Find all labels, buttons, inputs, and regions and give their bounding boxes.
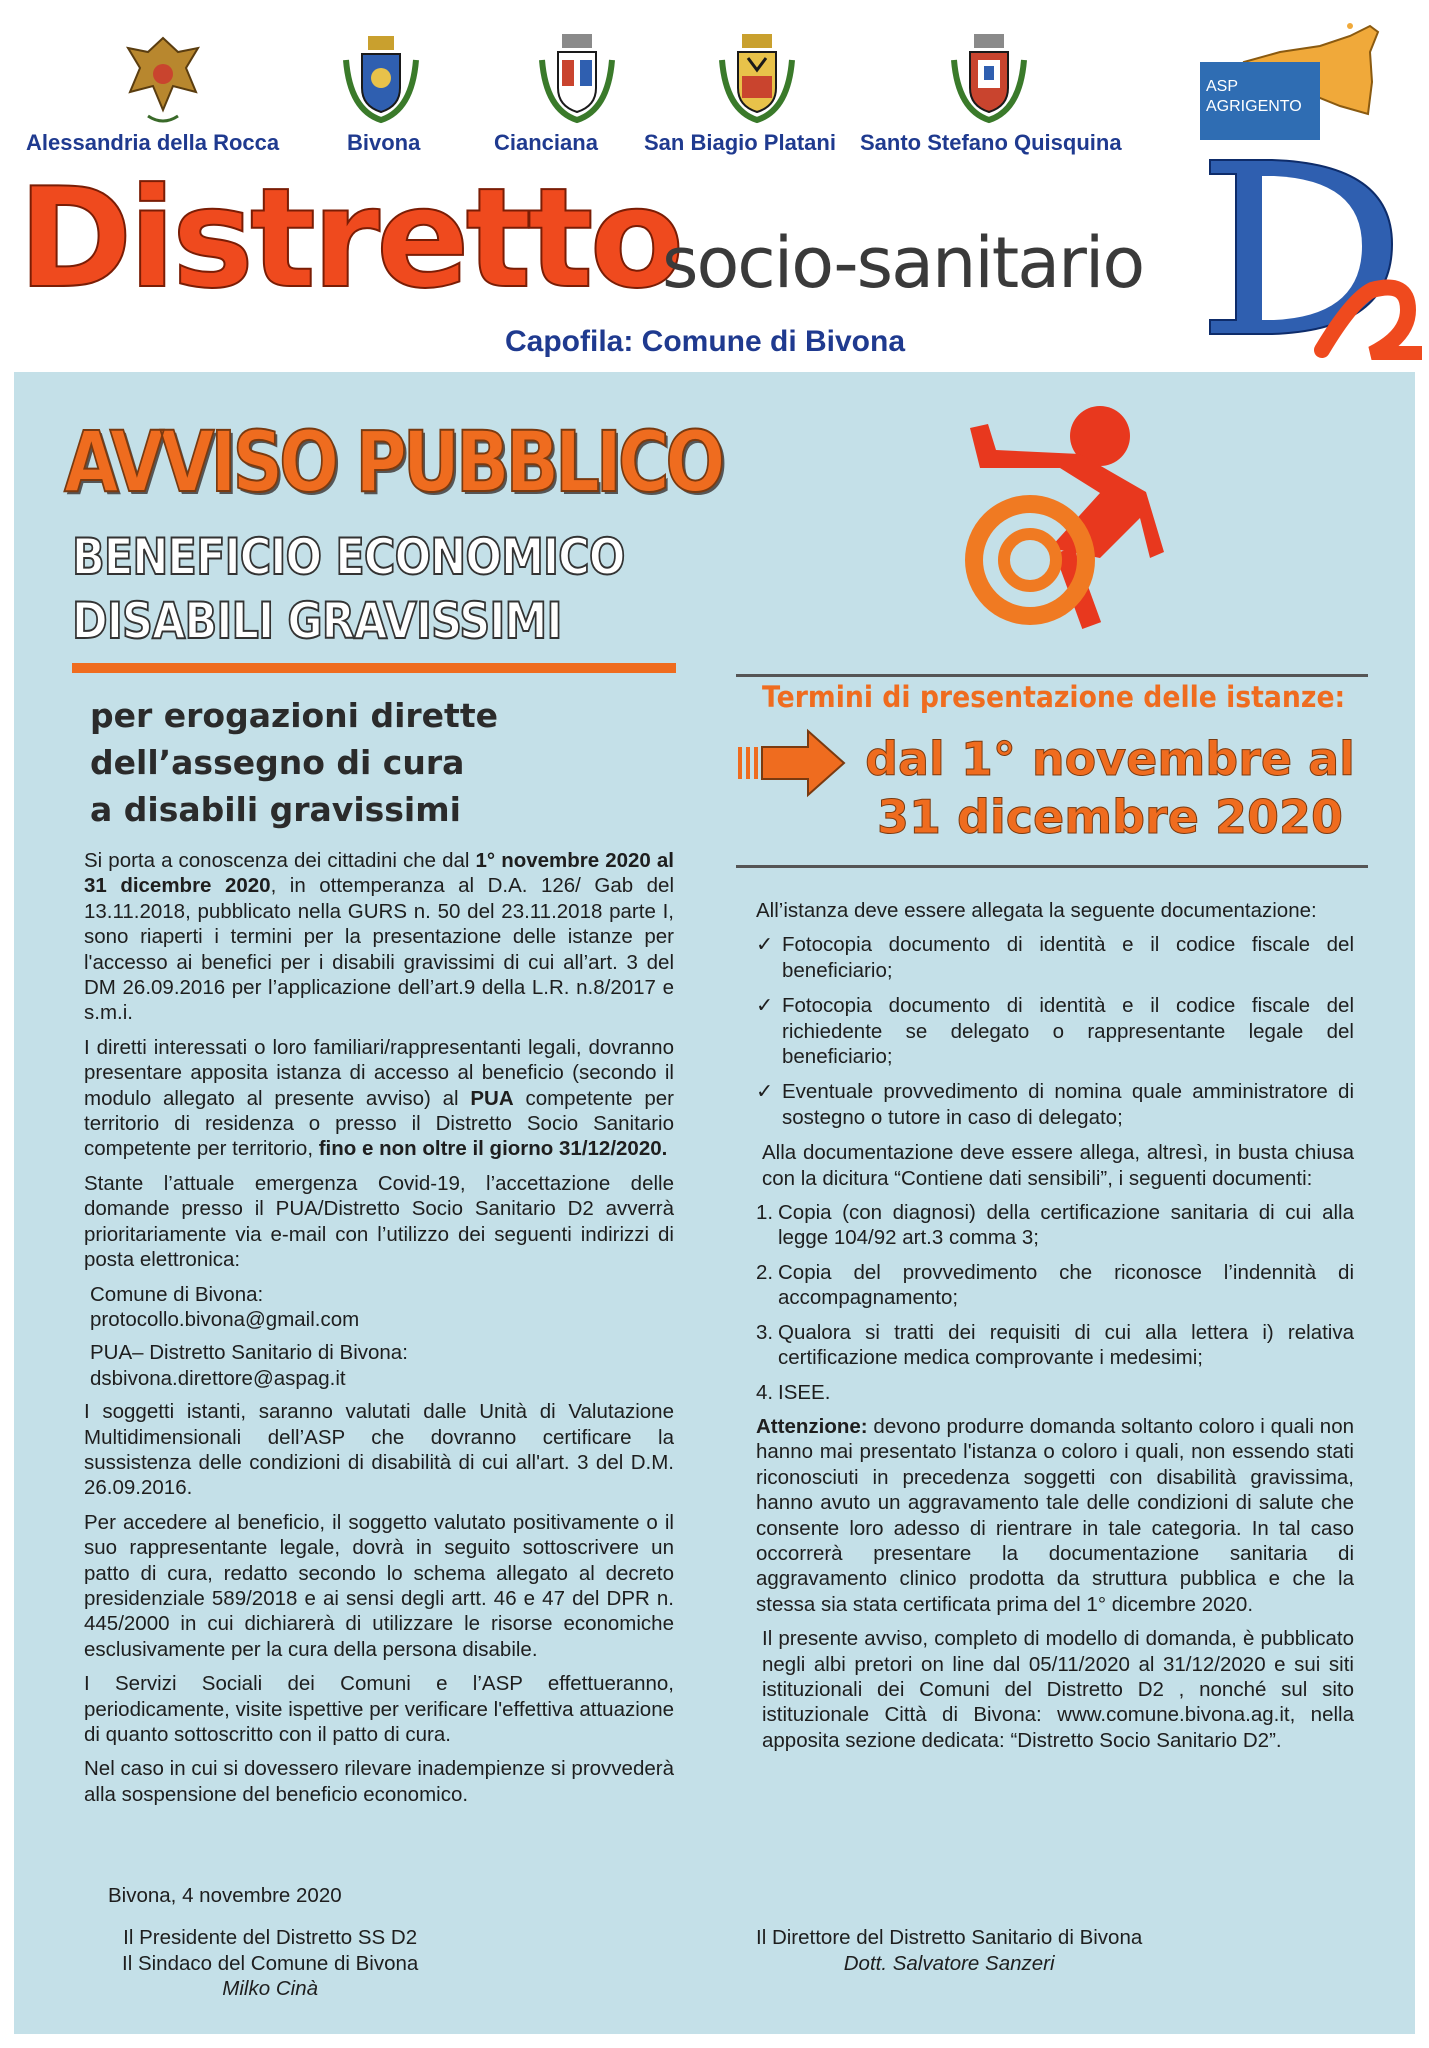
paragraph-inspections: I Servizi Sociali dei Comuni e l’ASP effettueranno, periodicamente, visite ispettive per verificare l'effettiva attuazione di quanto sottoscritto con il patto di cura. <box>84 1672 674 1746</box>
d2-logo-icon <box>1202 140 1422 360</box>
deadline-dates <box>840 730 1380 846</box>
bivona-coat-of-arms-icon <box>336 30 426 126</box>
asp-agrigento-logo <box>1200 22 1382 122</box>
notice-subtitle-2: DISABILI GRAVISSIMI <box>72 592 562 650</box>
checkmark-icon: ✓ <box>756 1080 774 1104</box>
alessandria-coat-of-arms-icon <box>118 30 208 126</box>
paragraph-evaluation: I soggetti istanti, saranno valutati dalle Unità di Valutazione Multidimensionali dell’ASP che dovranno certificare la sussistenza delle condizioni di disabilità di cui all'art. 3 del D.M. 26.09.2016. <box>84 1400 674 1500</box>
deadline-line-2: 31 dicembre 2020 <box>877 790 1343 844</box>
title-distretto: Distretto <box>18 158 681 319</box>
municipality-alessandria: Alessandria della Rocca <box>26 130 280 155</box>
purpose-heading <box>90 692 498 833</box>
paragraph-documentation-intro: All’istanza deve essere allegata la seguente documentazione: <box>756 899 1317 922</box>
purpose-line-3: a disabili gravissimi <box>90 790 461 829</box>
signature-date: Bivona, 4 novembre 2020 <box>108 1884 342 1907</box>
title-socio-sanitario: socio-sanitario <box>662 222 1144 304</box>
paragraph-covid: Stante l’attuale emergenza Covid-19, l’accettazione delle domande presso il PUA/Distretto Socio Sanitario D2 avverrà prioritariamente via e-mail con l’utilizzo dei seguenti indirizzi di posta elettronica: <box>84 1171 674 1272</box>
header <box>0 0 1429 370</box>
purpose-line-1: per erogazioni dirette <box>90 696 498 735</box>
paragraph-intro: Si porta a conoscenza dei cittadini che dal 1° novembre 2020 al 31 dicembre 2020, in ottemperanza al D.A. 126/ Gab del 13.11.2018, pubblicato nella GURS n. 50 del 23.11.2018 parte I, sono riaperti i termini per la presentazione delle istanze per l'accesso ai benefici per i disabili gravissimi di cui all’art. 3 del DM 26.09.2016 per l’applicazione dell’art.9 della L.R. n.8/2017 e s.m.i. <box>84 849 675 1025</box>
paragraph-attention: Attenzione: devono produrre domanda soltanto coloro i quali non hanno mai presentato l'istanza o coloro i quali, non essendo stati riconosciuti in precedenza soggetti con disabilità gravissima, hanno avuto un aggravamento tale delle condizioni di salute che consente loro adesso di rientrare in tale categoria. In tal caso occorrerà presentare la documentazione sanitaria di aggravamento clinico prodotta da struttura pubblica e che la stessa sia stata certificata prima del 1° dicembre 2020. <box>756 1414 1354 1616</box>
capofila-label: Capofila: Comune di Bivona <box>505 325 906 358</box>
paragraph-suspension: Nel caso in cui si dovessero rilevare inadempienze si provvederà alla sospensione del beneficio economico. <box>84 1757 674 1806</box>
signature-president-name: Milko Cinà <box>222 1977 318 2000</box>
signature-mayor-role: Il Sindaco del Comune di Bivona <box>122 1951 419 1975</box>
asp-label: ASP <box>1206 78 1239 95</box>
signature-director-role: Il Direttore del Distretto Sanitario di Bivona <box>756 1926 1143 1949</box>
list-item: ✓ Fotocopia documento di identità e il codice fiscale del richiedente se delegato o rappresentante legale del beneficiario; <box>756 994 1354 1069</box>
deadline-rule-bottom <box>736 865 1368 868</box>
cianciana-coat-of-arms-icon <box>532 30 622 126</box>
list-item: ✓ Fotocopia documento di identità e il codice fiscale del beneficiario; <box>756 933 1354 982</box>
san-biagio-platani-coat-of-arms-icon <box>712 30 802 126</box>
municipality-cianciana: Cianciana <box>494 130 598 155</box>
arrow-right-icon <box>738 727 846 799</box>
municipality-san-biagio: San Biagio Platani <box>644 130 836 155</box>
municipality-bivona: Bivona <box>347 130 421 155</box>
signature-president <box>122 1925 418 2002</box>
signature-director-name: Dott. Salvatore Sanzeri <box>843 1951 1055 1975</box>
list-item: 4. ISEE. <box>756 1380 831 1404</box>
contact-comune-email[interactable]: protocollo.bivona@gmail.com <box>90 1307 360 1331</box>
signature-director <box>756 1925 1142 1976</box>
contact-comune <box>84 1282 674 1333</box>
list-item: 3. Qualora si tratti dei requisiti di cui alla lettera i) relativa certificazione medica comprovante i medesimi; <box>756 1320 1354 1370</box>
deadline-line-1: dal 1° novembre al <box>865 732 1355 786</box>
left-column <box>84 848 674 1816</box>
list-item: ✓ Eventuale provvedimento di nomina quale amministratore di sostegno o tutore in caso di delegato; <box>756 1080 1354 1129</box>
signature-president-role: Il Presidente del Distretto SS D2 <box>123 1926 418 1949</box>
contact-pua-email[interactable]: dsbivona.direttore@aspag.it <box>90 1366 346 1390</box>
checkmark-icon: ✓ <box>756 994 774 1018</box>
contact-pua-label: PUA– Distretto Sanitario di Bivona: <box>90 1341 408 1365</box>
contact-comune-label: Comune di Bivona: <box>90 1282 264 1306</box>
asp-agrigento-label: AGRIGENTO <box>1206 98 1302 115</box>
paragraph-publication: Il presente avviso, completo di modello di domanda, è pubblicato negli albi pretori on line dal 05/11/2020 al 31/12/2020 e sui siti istituzionali dei Comuni del Distretto D2 , nonché sul sito istituzionale Città di Bivona: www.comune.bivona.ag.it, nella apposita sezione dedicata: “Distretto Socio Sanitario D2”. <box>762 1627 1354 1752</box>
checkmark-icon: ✓ <box>756 933 774 957</box>
purpose-line-2: dell’assegno di cura <box>90 743 465 782</box>
paragraph-how-to-apply: I diretti interessati o loro familiari/rappresentanti legali, dovranno presentare apposita istanza di accesso al beneficio (secondo il modulo allegato al presente avviso) al PUA competente per territorio di residenza o presso il Distretto Socio Sanitario competente per territorio, fino e non oltre il giorno 31/12/2020. <box>84 1035 674 1161</box>
deadline-label: Termini di presentazione delle istanze: <box>762 680 1346 714</box>
notice-subtitle-1: BENEFICIO ECONOMICO <box>72 528 625 586</box>
paragraph-care-pact: Per accedere al beneficio, il soggetto valutato positivamente o il suo rappresentante legale, dovrà in seguito sottoscrivere un patto di cura, redatto secondo lo schema allegato al decreto presidenziale 589/2018 e ai sensi degli artt. 46 e 47 del DPR n. 445/2000 in cui dichiarerà di utilizzare le risorse economiche esclusivamente per la cura della persona disabile. <box>84 1510 674 1661</box>
list-item: 1. Copia (con diagnosi) della certificazione sanitaria di cui alla legge 104/92 art.3 comma 3; <box>756 1201 1354 1250</box>
santo-stefano-quisquina-coat-of-arms-icon <box>944 30 1034 126</box>
contact-pua <box>84 1340 674 1391</box>
wheelchair-icon <box>950 398 1170 638</box>
list-item: 2. Copia del provvedimento che riconosce l’indennità di accompagnamento; <box>756 1260 1354 1310</box>
orange-divider <box>72 663 676 673</box>
paragraph-sealed-envelope: Alla documentazione deve essere allega, altresì, in busta chiusa con la dicitura “Contiene dati sensibili”, i seguenti documenti: <box>762 1141 1354 1190</box>
municipality-santo-stefano: Santo Stefano Quisquina <box>860 130 1122 155</box>
right-column <box>756 898 1354 1762</box>
deadline-rule-top <box>736 674 1368 677</box>
notice-title: AVVISO PUBBLICO <box>64 413 722 511</box>
